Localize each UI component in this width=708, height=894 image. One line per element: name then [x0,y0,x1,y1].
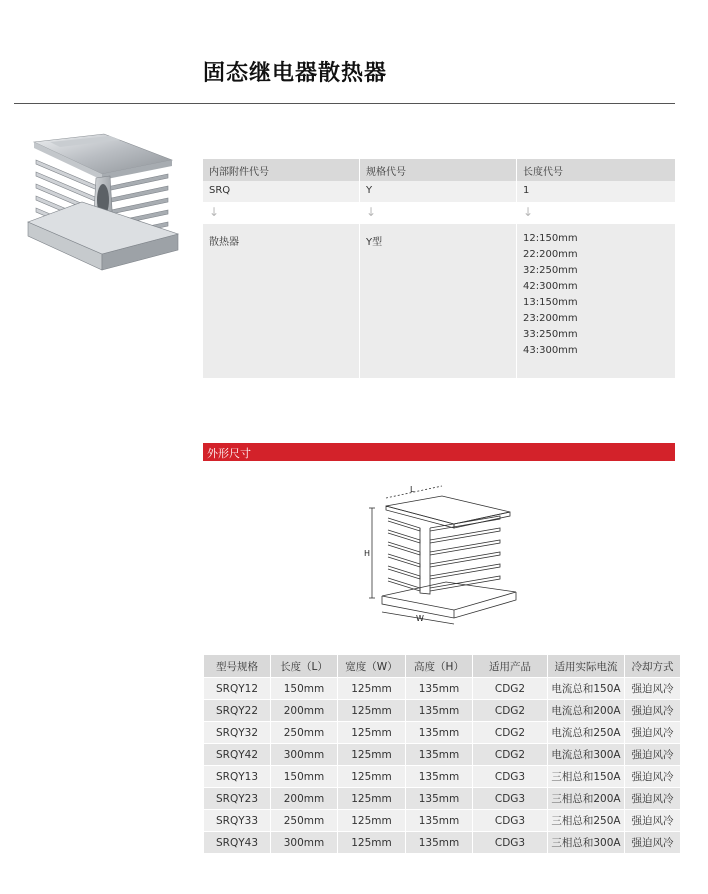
column-divider [516,159,517,378]
cell-length: 250mm [271,810,338,832]
cell-current: 电流总和250A [548,722,625,744]
cell-width: 125mm [338,700,406,722]
cell-cooling: 强迫风冷 [625,700,681,722]
cell-width: 125mm [338,810,406,832]
dimension-label-height: H [364,549,371,558]
cell-product: CDG2 [473,678,548,700]
cell-cooling: 强迫风冷 [625,722,681,744]
length-code-item: 12:150mm [523,233,578,244]
cell-current: 电流总和150A [548,678,625,700]
cell-length: 200mm [271,700,338,722]
cell-width: 125mm [338,722,406,744]
cell-height: 135mm [406,678,473,700]
cell-product: CDG3 [473,832,548,854]
cell-height: 135mm [406,832,473,854]
cell-current: 电流总和300A [548,744,625,766]
column-header: 适用实际电流 [548,655,625,678]
cell-current: 三相总和200A [548,788,625,810]
cell-model: SRQY33 [204,810,271,832]
length-code-item: 23:200mm [523,313,578,324]
table-row [204,788,681,810]
cell-product: CDG3 [473,788,548,810]
cell-width: 125mm [338,832,406,854]
header-length-code: 长度代号 [523,167,563,178]
cell-height: 135mm [406,722,473,744]
length-code-item: 42:300mm [523,281,578,292]
length-code-item: 33:250mm [523,329,578,340]
column-header: 长度（L） [271,655,338,678]
value-length-code: 1 [523,185,530,196]
column-header: 适用产品 [473,655,548,678]
cell-cooling: 强迫风冷 [625,744,681,766]
length-code-item: 13:150mm [523,297,578,308]
cell-height: 135mm [406,700,473,722]
cell-product: CDG2 [473,744,548,766]
column-header: 冷却方式 [625,655,681,678]
cell-product: CDG3 [473,810,548,832]
cell-model: SRQY12 [204,678,271,700]
cell-length: 150mm [271,766,338,788]
cell-length: 300mm [271,744,338,766]
table-row [204,722,681,744]
code-table-descriptions [203,224,675,378]
column-header: 高度（H） [406,655,473,678]
cell-cooling: 强迫风冷 [625,810,681,832]
cell-current: 三相总和300A [548,832,625,854]
table-row [204,832,681,854]
code-table-arrows [203,202,675,224]
section-title-bar: 外形尺寸 [203,443,675,461]
table-row [204,700,681,722]
dimension-drawing [360,478,525,628]
cell-model: SRQY42 [204,744,271,766]
dimension-label-length: L [410,485,415,494]
cell-height: 135mm [406,766,473,788]
header-spec-code: 规格代号 [366,167,406,178]
table-row [204,810,681,832]
cell-cooling: 强迫风冷 [625,832,681,854]
value-spec-code: Y [366,185,373,196]
column-header: 宽度（W） [338,655,406,678]
cell-current: 电流总和200A [548,700,625,722]
header-accessory-code: 内部附件代号 [209,167,269,178]
cell-model: SRQY22 [204,700,271,722]
spec-table [203,654,681,854]
heatsink-product-image [22,130,184,280]
table-row [204,678,681,700]
value-accessory-code: SRQ [209,185,231,196]
cell-width: 125mm [338,678,406,700]
cell-model: SRQY32 [204,722,271,744]
cell-model: SRQY23 [204,788,271,810]
desc-y-type: Y型 [366,237,383,248]
down-arrow-icon: ↓ [366,205,377,219]
column-divider [359,159,360,378]
cell-length: 150mm [271,678,338,700]
cell-product: CDG3 [473,766,548,788]
cell-height: 135mm [406,788,473,810]
cell-width: 125mm [338,766,406,788]
cell-length: 200mm [271,788,338,810]
cell-model: SRQY13 [204,766,271,788]
cell-current: 三相总和250A [548,810,625,832]
column-header: 型号规格 [204,655,271,678]
down-arrow-icon: ↓ [209,205,220,219]
code-table-values [203,181,675,202]
down-arrow-icon: ↓ [523,205,534,219]
cell-cooling: 强迫风冷 [625,766,681,788]
code-table-header [203,159,675,181]
cell-product: CDG2 [473,722,548,744]
cell-model: SRQY43 [204,832,271,854]
table-row [204,766,681,788]
desc-heatsink: 散热器 [209,237,239,248]
cell-current: 三相总和150A [548,766,625,788]
length-code-item: 43:300mm [523,345,578,356]
cell-cooling: 强迫风冷 [625,678,681,700]
title-divider [14,103,675,104]
length-code-list [517,224,675,378]
length-code-item: 32:250mm [523,265,578,276]
cell-width: 125mm [338,744,406,766]
cell-height: 135mm [406,810,473,832]
page-title: 固态继电器散热器 [203,61,388,86]
dimension-label-width: W [416,614,424,623]
cell-product: CDG2 [473,700,548,722]
spec-table-header [204,655,681,678]
length-code-item: 22:200mm [523,249,578,260]
cell-cooling: 强迫风冷 [625,788,681,810]
cell-length: 250mm [271,722,338,744]
table-row [204,744,681,766]
cell-width: 125mm [338,788,406,810]
cell-length: 300mm [271,832,338,854]
cell-height: 135mm [406,744,473,766]
